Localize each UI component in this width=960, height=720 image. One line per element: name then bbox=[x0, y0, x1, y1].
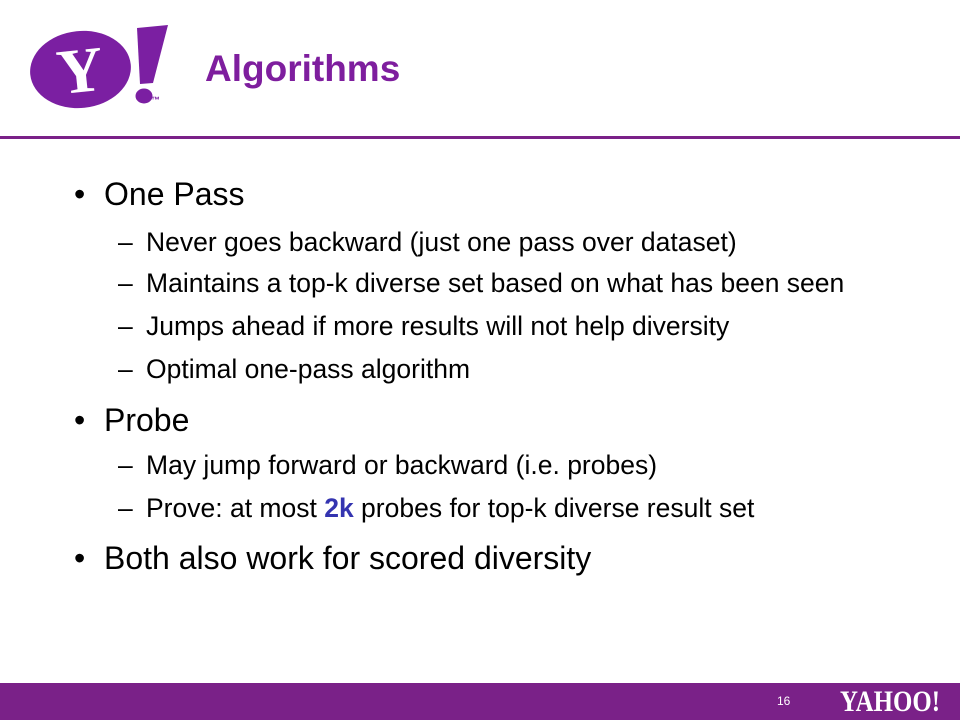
bullet-text: Probe bbox=[104, 402, 190, 438]
sub-bullet-item bbox=[0, 491, 960, 525]
sub-bullet-marker: – bbox=[118, 493, 133, 523]
logo-exclamation bbox=[136, 25, 169, 104]
bullet-text: Both also work for scored diversity bbox=[104, 540, 592, 576]
emphasis-text: 2k bbox=[324, 493, 354, 523]
bullet-item bbox=[0, 538, 960, 578]
footer-logo-wordmark: YAHOO! bbox=[840, 685, 940, 718]
sub-bullet-marker: – bbox=[118, 268, 133, 298]
bullet-item bbox=[0, 400, 960, 440]
sub-bullet-text: Optimal one-pass algorithm bbox=[146, 354, 471, 384]
sub-bullet-item bbox=[0, 266, 960, 300]
sub-bullet-item bbox=[0, 448, 960, 482]
bullet-item bbox=[0, 174, 960, 214]
sub-bullet-item bbox=[0, 225, 960, 259]
sub-bullet-marker: – bbox=[118, 450, 133, 480]
sub-bullet-item bbox=[0, 309, 960, 343]
bullet-marker: • bbox=[74, 540, 86, 576]
sub-bullet-marker: – bbox=[118, 227, 133, 257]
bullet-text: One Pass bbox=[104, 176, 245, 212]
sub-bullet-text: Jumps ahead if more results will not help diversity bbox=[146, 311, 730, 341]
logo-trademark: ™ bbox=[151, 95, 160, 105]
title-divider bbox=[0, 136, 960, 139]
slide-title: Algorithms bbox=[205, 48, 401, 89]
sub-bullet-marker: – bbox=[118, 311, 133, 341]
sub-bullet-text bbox=[146, 491, 754, 525]
sub-bullet-item bbox=[0, 352, 960, 386]
footer-yahoo-logo bbox=[838, 683, 948, 720]
sub-bullet-text-suffix: probes for top-k diverse result set bbox=[353, 493, 755, 523]
bullet-marker: • bbox=[74, 402, 86, 438]
logo-letter: Y bbox=[53, 32, 107, 109]
yahoo-logo bbox=[0, 0, 200, 125]
sub-bullet-text: May jump forward or backward (i.e. probes) bbox=[146, 450, 658, 480]
bullet-marker: • bbox=[74, 176, 86, 212]
sub-bullet-marker: – bbox=[118, 354, 133, 384]
page-number: 16 bbox=[777, 694, 791, 708]
sub-bullet-text-prefix: Prove: at most bbox=[146, 493, 325, 523]
footer-bar bbox=[0, 683, 960, 720]
sub-bullet-text: Maintains a top-k diverse set based on what has been seen bbox=[146, 268, 845, 298]
sub-bullet-text: Never goes backward (just one pass over dataset) bbox=[146, 227, 737, 257]
